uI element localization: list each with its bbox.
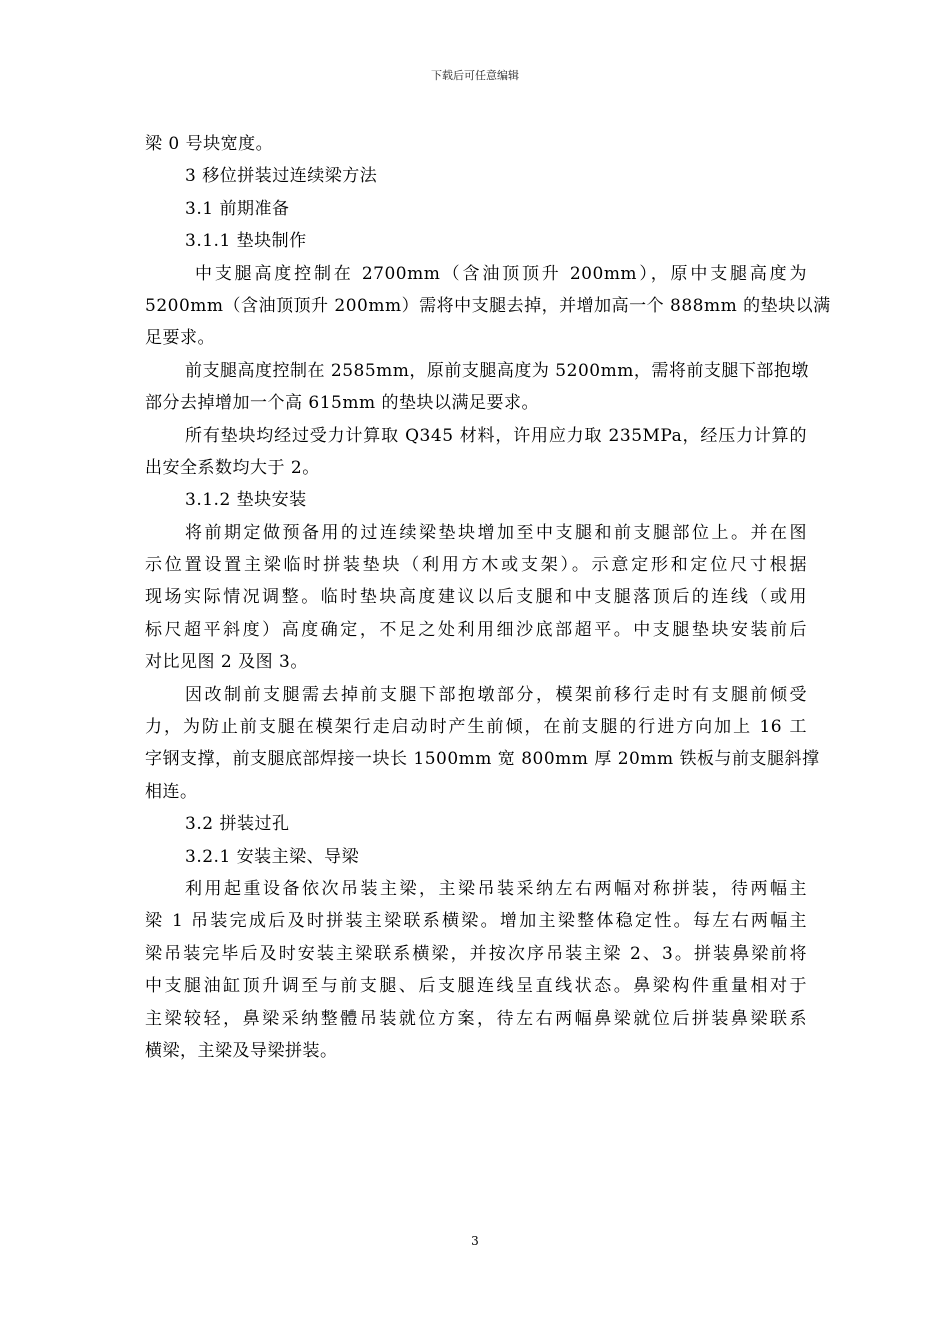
text-line: 中支腿高度控制在 2700mm（含油顶顶升 200mm），原中支腿高度为 — [195, 263, 807, 284]
text-line: 梁 1 吊装完成后及时拼装主梁联系横梁。增加主梁整体稳定性。每左右两幅主 — [145, 911, 807, 932]
text-line: 梁 0 号块宽度。 — [145, 134, 274, 154]
section-heading: 3.2.1 安装主梁、导梁 — [185, 846, 360, 867]
text-line: 前支腿高度控制在 2585mm，原前支腿高度为 5200mm，需将前支腿下部抱墩 — [185, 360, 809, 381]
text-line: 足要求。 — [145, 328, 215, 349]
text-line: 现场实际情况调整。临时垫块高度建议以后支腿和中支腿落顶后的连线（或用 — [145, 587, 807, 608]
text-line: 中支腿油缸顶升调至与前支腿、后支腿连线呈直线状态。鼻梁构件重量相对于 — [145, 976, 807, 997]
text-line: 标尺超平斜度）高度确定，不足之处利用细沙底部超平。中支腿垫块安装前后 — [145, 619, 807, 640]
page-number: 3 — [471, 1234, 479, 1248]
text-line: 力，为防止前支腿在模架行走启动时产生前倾，在前支腿的行进方向加上 16 工 — [145, 717, 807, 738]
text-line: 对比见图 2 及图 3。 — [145, 652, 308, 673]
text-line: 梁吊装完毕后及时安装主梁联系横梁，并按次序吊装主梁 2、3。拼装鼻梁前将 — [145, 943, 807, 964]
section-heading: 3.1 前期准备 — [185, 198, 290, 219]
text-line: 所有垫块均经过受力计算取 Q345 材料，许用应力取 235MPa，经压力计算的 — [185, 425, 807, 446]
text-line: 因改制前支腿需去掉前支腿下部抱墩部分，模架前移行走时有支腿前倾受 — [185, 684, 807, 705]
text-line: 字钢支撑，前支腿底部焊接一块长 1500mm 宽 800mm 厚 20mm 铁板与前支腿斜撑 — [145, 749, 820, 770]
section-heading: 3.1.2 垫块安装 — [185, 490, 307, 511]
text-line: 将前期定做预备用的过连续梁垫块增加至中支腿和前支腿部位上。并在图 — [185, 522, 807, 543]
page-header: 下载后可任意编辑 — [431, 69, 519, 82]
text-line: 相连。 — [145, 781, 198, 802]
section-heading: 3.1.1 垫块制作 — [185, 231, 307, 252]
text-line: 5200mm（含油顶顶升 200mm）需将中支腿去掉，并增加高一个 888mm 的垫块以满 — [145, 295, 831, 316]
text-line: 横梁，主梁及导梁拼装。 — [145, 1040, 338, 1061]
section-heading: 3 移位拼装过连续梁方法 — [185, 166, 378, 187]
text-line: 主梁较轻，鼻梁采纳整體吊装就位方案，待左右两幅鼻梁就位后拼装鼻梁联系 — [145, 1008, 807, 1029]
text-line: 部分去掉增加一个高 615mm 的垫块以满足要求。 — [145, 393, 539, 414]
section-heading: 3.2 拼装过孔 — [185, 814, 290, 835]
text-line: 示位置设置主梁临时拼装垫块（利用方木或支架）。示意定形和定位尺寸根据 — [145, 555, 807, 576]
text-line: 利用起重设备依次吊装主梁，主梁吊装采纳左右两幅对称拼装，待两幅主 — [185, 878, 807, 899]
text-line: 出安全系数均大于 2。 — [145, 457, 320, 478]
document-body — [145, 128, 831, 1067]
